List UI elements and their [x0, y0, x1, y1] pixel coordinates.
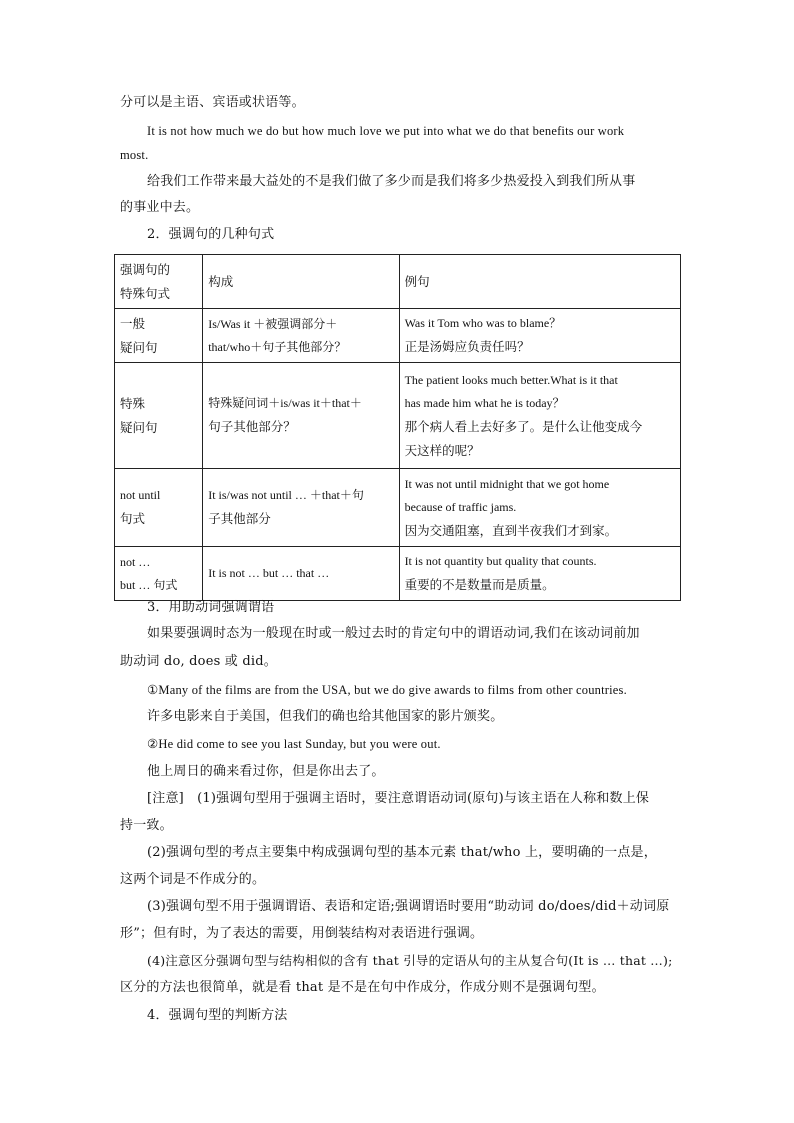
table-header-row: [115, 255, 681, 309]
note-2-cont: 这两个词是不作成分的。: [120, 872, 266, 887]
row-example-cell: The patient looks much better.What is it that has made him what he is today？ 那个病人看上去好多了。是什么让他变成今 天这样的呢？: [399, 363, 680, 469]
row-structure-cell: It is not … but … that …: [203, 547, 399, 601]
row-type-cell: 一般 疑问句: [115, 309, 203, 363]
row-type-cell: not … but … 句式: [115, 547, 203, 601]
example-2-english: ②He did come to see you last Sunday, but you were out.: [147, 737, 441, 751]
row-type-cell: 特殊 疑问句: [115, 363, 203, 469]
intro-text: 分可以是主语、宾语或状语等。: [120, 95, 305, 110]
example-1-chinese: 许多电影来自于美国，但我们的确也给其他国家的影片颁奖。: [147, 709, 504, 724]
row-structure-cell: 特殊疑问词＋is/was it＋that＋ 句子其他部分？: [203, 363, 399, 469]
table-row: [115, 469, 681, 547]
section-4-heading: 4．强调句型的判断方法: [147, 1008, 288, 1023]
section-2-heading: 2．强调句的几种句式: [147, 227, 275, 242]
note-4-cont: 区分的方法也很简单，就是看 that 是不是在句中作成分，作成分则不是强调句型。: [120, 980, 605, 995]
header-cell-structure: 构成: [203, 255, 399, 309]
example-english: It is not how much we do but how much love we put into what we do that benefits our work: [147, 124, 625, 138]
note-1: [注意] (1)强调句型用于强调主语时，要注意谓语动词(原句)与该主语在人称和数上保: [147, 791, 650, 806]
emphatic-sentence-table: [114, 254, 681, 601]
example-chinese-cont: 的事业中去。: [120, 200, 200, 215]
header-cell-type: 强调句的 特殊句式: [115, 255, 203, 309]
section-3-paragraph: 如果要强调时态为一般现在时或一般过去时的肯定句中的谓语动词,我们在该动词前加: [147, 626, 640, 641]
row-example-cell: Was it Tom who was to blame？ 正是汤姆应负责任吗？: [399, 309, 680, 363]
note-3: (3)强调句型不用于强调谓语、表语和定语;强调谓语时要用“助动词 do/does/did＋动词原: [147, 899, 670, 914]
section-3-paragraph-cont: 助动词 do, does 或 did。: [120, 654, 277, 669]
note-1-cont: 持一致。: [120, 818, 173, 833]
example-english-cont: most.: [120, 148, 149, 162]
section-3-heading: 3．用助动词强调谓语: [147, 600, 275, 615]
note-4: (4)注意区分强调句型与结构相似的含有 that 引导的定语从句的主从复合句(It is … that …);: [147, 953, 673, 968]
row-example-cell: It is not quantity but quality that counts. 重要的不是数量而是质量。: [399, 547, 680, 601]
note-3-cont: 形”；但有时，为了表达的需要，用倒装结构对表语进行强调。: [120, 926, 484, 941]
row-structure-cell: It is/was not until … ＋that＋句 子其他部分: [203, 469, 399, 547]
header-cell-example: 例句: [399, 255, 680, 309]
example-1-english: ①Many of the films are from the USA, but we do give awards to films from other countries.: [147, 683, 627, 697]
row-structure-cell: Is/Was it ＋被强调部分＋ that/who＋句子其他部分？: [203, 309, 399, 363]
table-row: [115, 547, 681, 601]
row-example-cell: It was not until midnight that we got home because of traffic jams. 因为交通阻塞，直到半夜我们才到家。: [399, 469, 680, 547]
example-2-chinese: 他上周日的确来看过你，但是你出去了。: [147, 764, 385, 779]
example-chinese: 给我们工作带来最大益处的不是我们做了多少而是我们将多少热爱投入到我们所从事: [147, 174, 636, 189]
table-row: [115, 363, 681, 469]
row-type-cell: not until 句式: [115, 469, 203, 547]
note-2: (2)强调句型的考点主要集中构成强调句型的基本元素 that/who 上，要明确的一点是，: [147, 845, 657, 860]
table-row: [115, 309, 681, 363]
